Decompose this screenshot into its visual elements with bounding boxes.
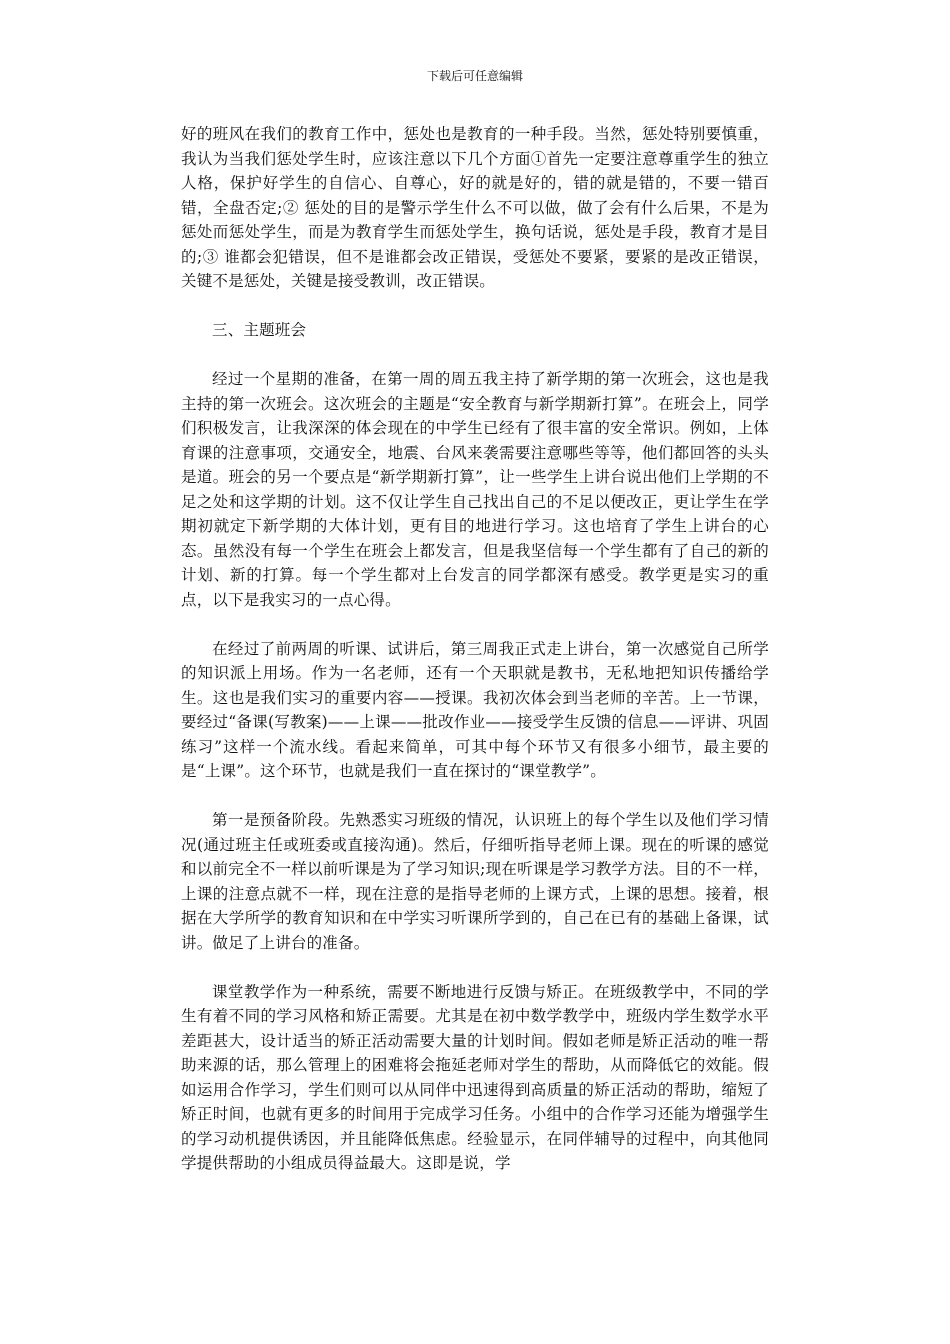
paragraph-gap xyxy=(181,784,769,809)
section-heading-theme-meeting: 三、主题班会 xyxy=(212,321,307,339)
paragraph-punishment: 好的班风在我们的教育工作中，惩处也是教育的一种手段。当然，惩处特别要慎重，我认为当我们惩处学生时，应该注意以下几个方面①首先一定要注意尊重学生的独立人格，保护好学生的自信心、自尊心，好的就是好的，错的就是错的，不要一错百错，全盘否定;② 惩处的目的是警示学生什么不可以做，做了会有什么后果，不是为惩处而惩处学生，而是为教育学生而惩处学生，换句话说，惩处是手段，教育才是目的;③ 谁都会犯错误，但不是谁都会改正错误，受惩处不要紧，要紧的是改正错误，关键不是惩处，关键是接受教训，改正错误。 xyxy=(181,125,769,290)
paragraph-classroom-teaching: 课堂教学作为一种系统，需要不断地进行反馈与矫正。在班级教学中，不同的学生有着不同的学习风格和矫正需要。尤其是在初中数学教学中，班级内学生数学水平差距甚大，设计适当的矫正活动需要大量的计划时间。假如老师是矫正活动的唯一帮助来源的话，那么管理上的困难将会拖延老师对学生的帮助，从而降低它的效能。假如运用合作学习，学生们则可以从同伴中迅速得到高质量的矫正活动的帮助，缩短了矫正时间，也就有更多的时间用于完成学习任务。小组中的合作学习还能为增强学生的学习动机提供诱因，并且能降低焦虑。经验显示，在同伴辅导的过程中，向其他同学提供帮助的小组成员得益最大。这即是说，学 xyxy=(181,982,769,1172)
paragraph-teaching: 在经过了前两周的听课、试讲后，第三周我正式走上讲台，第一次感觉自己所学的知识派上用场。作为一名老师，还有一个天职就是教书，无私地把知识传播给学生。这也是我们实习的重要内容——授课。我初次体会到当老师的辛苦。上一节课，要经过“备课(写教案)——上课——批改作业——接受学生反馈的信息——评讲、巩固练习”这样一个流水线。看起来简单，可其中每个环节又有很多小细节，最主要的是“上课”。这个环节，也就是我们一直在探讨的“课堂教学”。 xyxy=(181,639,769,780)
paragraph-gap xyxy=(181,955,769,980)
paragraph-preparation-stage: 第一是预备阶段。先熟悉实习班级的情况，认识班上的每个学生以及他们学习情况(通过班主任或班委或直接沟通)。然后，仔细听指导老师上课。现在的听课的感觉和以前完全不一样以前听课是为了学习知识;现在听课是学习教学方法。目的不一样，上课的注意点就不一样，现在注意的是指导老师的上课方式，上课的思想。接着，根据在大学所学的教育知识和在中学实习听课所学到的，自己在已有的基础上备课，试讲。做足了上讲台的准备。 xyxy=(181,811,769,952)
paragraph-gap xyxy=(181,343,769,368)
page-header: 下载后可任意编辑 xyxy=(426,69,523,83)
paragraph-gap xyxy=(181,294,769,319)
paragraph-class-meeting: 经过一个星期的准备，在第一周的周五我主持了新学期的第一次班会，这也是我主持的第一次班会。这次班会的主题是“安全教育与新学期新打算”。在班会上，同学们积极发言，让我深深的体会现在的中学生已经有了很丰富的安全常识。例如，上体育课的注意事项，交通安全，地震、台风来袭需要注意哪些等等，他们都回答的头头是道。班会的另一个要点是“新学期新打算”，让一些学生上讲台说出他们上学期的不足之处和这学期的计划。这不仅让学生自己找出自己的不足以便改正，更让学生在学期初就定下新学期的大体计划，更有目的地进行学习。这也培育了学生上讲台的心态。虽然没有每一个学生在班会上都发言，但是我坚信每一个学生都有了自己的新的计划、新的打算。每一个学生都对上台发言的同学都深有感受。教学更是实习的重点，以下是我实习的一点心得。 xyxy=(181,370,769,609)
document-body xyxy=(181,122,769,1176)
paragraph-gap xyxy=(181,612,769,637)
